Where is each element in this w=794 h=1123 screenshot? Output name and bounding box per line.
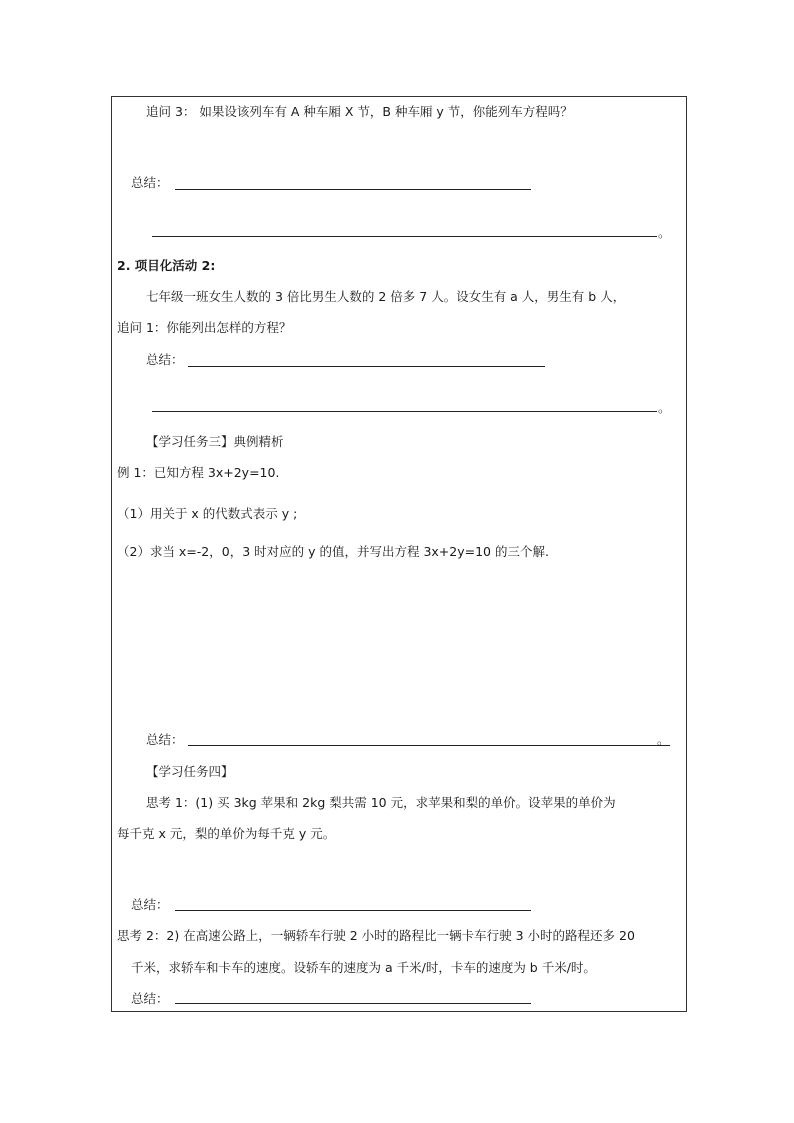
summary-answer-line[interactable] [175,1003,531,1004]
think-2-line-2: 千米，求轿车和卡车的速度。设轿车的速度为 a 千米/时，卡车的速度为 b 千米/时。 [131,960,596,975]
followup-3-question: 追问 3： 如果设该列车有 A 种车厢 X 节，B 种车厢 y 节，你能列车方程吗？ [146,104,573,119]
think-2-line-1: 思考 2：2) 在高速公路上，一辆轿车行驶 2 小时的路程比一辆卡车行驶 3 小时的路程还多 20 [117,928,635,943]
task-4-heading: 【学习任务四】 [146,764,234,779]
summary-label: 总结： [146,732,184,747]
activity-2-problem: 七年级一班女生人数的 3 倍比男生人数的 2 倍多 7 人。设女生有 a 人，男生有 b 人， [146,289,626,304]
task-3-heading: 【学习任务三】典例精析 [146,434,284,449]
period-mark: 。 [657,732,670,747]
summary-label: 总结： [131,897,169,912]
think-1-line-2: 每千克 x 元，梨的单价为每千克 y 元。 [117,826,336,841]
summary-label: 总结： [146,352,184,367]
summary-answer-line[interactable] [152,236,657,237]
summary-answer-line[interactable] [175,189,531,190]
example-1: 例 1：已知方程 3x+2y=10. [117,465,280,480]
think-1-line-1: 思考 1：(1) 买 3kg 苹果和 2kg 梨共需 10 元，求苹果和梨的单价。设苹果的单价为 [146,795,616,810]
summary-label: 总结： [131,175,169,190]
period-mark: 。 [658,225,671,240]
summary-answer-line[interactable] [175,910,531,911]
example-question-2: （2）求当 x=-2，0，3 时对应的 y 的值，并写出方程 3x+2y=10 的三个解. [117,544,549,559]
example-question-1: （1）用关于 x 的代数式表示 y ; [117,506,298,521]
summary-answer-line[interactable] [188,366,545,367]
activity-2-heading: 2. 项目化活动 2: [117,258,216,273]
period-mark: 。 [658,400,671,415]
activity-2-followup-1: 追问 1：你能列出怎样的方程？ [117,320,292,335]
summary-answer-line[interactable] [152,411,657,412]
summary-answer-line[interactable] [188,745,670,746]
summary-label: 总结： [131,991,169,1006]
